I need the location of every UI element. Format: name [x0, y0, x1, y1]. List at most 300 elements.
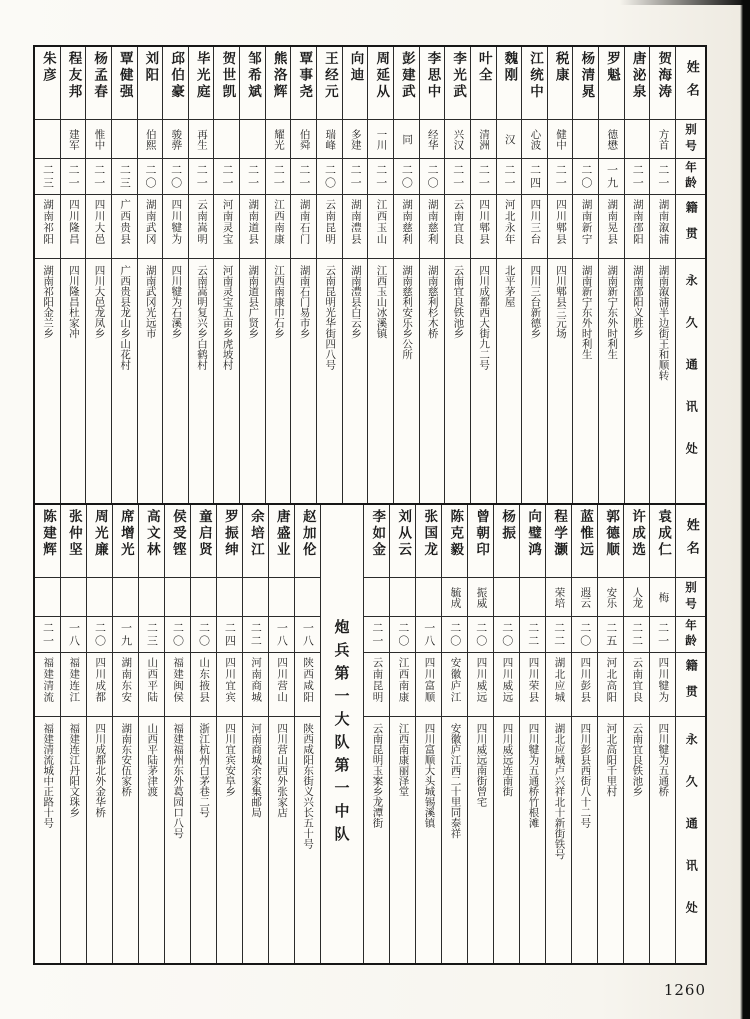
name-cell: 唐泌泉 — [625, 47, 650, 120]
address-cell: 湖南慈利安乐乡公所 — [401, 265, 414, 360]
name-cell: 陈克毅 — [442, 505, 467, 578]
origin-cell: 湖南道县 — [240, 195, 265, 259]
row-header-label: 籍贯 — [684, 658, 699, 711]
address-cell: 河北高阳千里村 — [605, 723, 618, 797]
age-cell: 二二 — [624, 617, 649, 653]
name-cell: 童启贤 — [191, 505, 216, 578]
alias-cell — [243, 578, 268, 617]
person-column — [316, 47, 342, 503]
name-cell: 叶全 — [471, 47, 496, 120]
person-column — [111, 47, 137, 503]
origin-cell: 广西贵县 — [112, 195, 137, 259]
alias-cell — [112, 120, 137, 159]
address-cell: 浙江杭州白茅巷二号 — [198, 723, 211, 818]
alias-cell: 德懋 — [599, 120, 624, 159]
origin-cell: 福建清流 — [35, 653, 60, 717]
name-cell: 杨清晁 — [573, 47, 598, 120]
name-cell: 李如金 — [364, 505, 389, 578]
alias-cell: 梅 — [650, 578, 675, 617]
name-cell: 江统中 — [522, 47, 547, 120]
origin-cell: 福建闽侯 — [165, 653, 190, 717]
name-cell: 王经元 — [317, 47, 342, 120]
age-cell: 二二 — [546, 617, 571, 653]
age-cell: 二三 — [112, 159, 137, 195]
address-cell: 广西贵县龙山乡山花村 — [119, 265, 132, 370]
address-cell: 云南宜良铁池乡 — [631, 723, 644, 797]
roster-table-top — [33, 45, 707, 505]
name-cell: 周光廉 — [87, 505, 112, 578]
person-column — [624, 47, 650, 503]
address-cell: 四川彭县西街八十二号 — [579, 723, 592, 828]
row-header-label: 永久通讯处 — [684, 733, 699, 943]
row-header-age — [676, 617, 705, 653]
origin-cell: 湖南新宁 — [573, 195, 598, 259]
person-column — [239, 47, 265, 503]
person-column — [597, 505, 623, 963]
address-cell: 四川威远南街曾宅 — [475, 723, 488, 807]
address-cell: 河南灵宝五亩乡虎坡村 — [221, 265, 234, 370]
row-header-label: 年龄 — [683, 161, 698, 192]
origin-cell: 四川荣县 — [520, 653, 545, 717]
address-cell: 陕西咸阳东街义兴长五十号 — [302, 723, 315, 849]
origin-cell: 云南昆明 — [364, 653, 389, 717]
origin-cell: 四川威远 — [494, 653, 519, 717]
name-cell: 魏刚 — [497, 47, 522, 120]
origin-cell: 四川三台 — [522, 195, 547, 259]
name-cell: 张国龙 — [416, 505, 441, 578]
age-cell: 二〇 — [442, 617, 467, 653]
alias-cell: 多建 — [343, 120, 368, 159]
name-cell: 贺世凯 — [214, 47, 239, 120]
address-cell: 湖北应城卢兴祥北十新街铁号 — [553, 723, 566, 860]
origin-cell: 湖南澧县 — [343, 195, 368, 259]
name-cell: 周延从 — [368, 47, 393, 120]
name-cell: 税康 — [548, 47, 573, 120]
row-header-label: 姓名 — [683, 60, 699, 106]
name-cell: 彭建武 — [394, 47, 419, 120]
address-cell: 福建清流城中正路十号 — [42, 723, 55, 828]
person-column — [265, 47, 291, 503]
address-cell: 江西南康丽泽堂 — [397, 723, 410, 797]
name-cell: 邹希斌 — [240, 47, 265, 120]
address-cell: 四川成都西大街九二号 — [478, 265, 491, 370]
address-cell: 湖南新宁东外时利生 — [606, 265, 619, 360]
address-cell: 湖南邵阳义胜乡 — [631, 265, 644, 339]
person-column — [164, 505, 190, 963]
name-cell: 罗魁 — [599, 47, 624, 120]
address-cell: 北平茅屋 — [503, 265, 516, 307]
name-cell: 高文林 — [139, 505, 164, 578]
address-cell: 湖南溆浦半边街王和顺转 — [657, 265, 670, 381]
person-column — [190, 505, 216, 963]
origin-cell: 四川郫县 — [471, 195, 496, 259]
alias-cell — [217, 578, 242, 617]
name-cell: 张仲坚 — [61, 505, 86, 578]
age-cell: 二一 — [343, 159, 368, 195]
person-column — [441, 505, 467, 963]
alias-cell: 方首 — [650, 120, 675, 159]
age-cell: 二〇 — [390, 617, 415, 653]
origin-cell: 湖南慈利 — [420, 195, 445, 259]
name-cell: 覃事尧 — [291, 47, 316, 120]
alias-cell: 瑞峰 — [317, 120, 342, 159]
age-cell: 二一 — [650, 159, 675, 195]
address-cell: 福建连江丹阳文珠乡 — [68, 723, 81, 818]
origin-cell: 云南宜良 — [445, 195, 470, 259]
alias-cell: 伯舜 — [291, 120, 316, 159]
scan-edge-shadow — [740, 0, 750, 1019]
origin-cell: 湖南溆浦 — [650, 195, 675, 259]
person-column — [35, 47, 60, 503]
person-column — [467, 505, 493, 963]
name-cell: 袁成仁 — [650, 505, 675, 578]
name-cell: 覃健强 — [112, 47, 137, 120]
alias-cell — [240, 120, 265, 159]
address-cell: 湖南道县广贤乡 — [247, 265, 260, 339]
origin-cell: 四川营山 — [269, 653, 294, 717]
name-cell: 余培江 — [243, 505, 268, 578]
origin-cell: 四川彭县 — [572, 653, 597, 717]
address-cell: 湖南新宁东外时利生 — [580, 265, 593, 360]
origin-cell: 湖南慈利 — [394, 195, 419, 259]
person-column — [60, 47, 86, 503]
name-cell: 向璧鸿 — [520, 505, 545, 578]
address-cell: 云南宜良铁池乡 — [452, 265, 465, 339]
origin-cell: 陕西咸阳 — [295, 653, 320, 717]
origin-cell: 云南昆明 — [317, 195, 342, 259]
age-cell: 二一 — [364, 617, 389, 653]
address-cell: 云南昆明玉案乡龙潭街 — [371, 723, 384, 828]
row-header-label: 姓名 — [683, 518, 699, 564]
person-column — [162, 47, 188, 503]
person-column — [521, 47, 547, 503]
person-column — [415, 505, 441, 963]
origin-cell: 湖南东安 — [113, 653, 138, 717]
age-cell: 一九 — [113, 617, 138, 653]
age-cell: 二一 — [445, 159, 470, 195]
row-header-name — [676, 505, 705, 578]
alias-cell: 清洲 — [471, 120, 496, 159]
alias-cell: 汉 — [497, 120, 522, 159]
origin-cell: 湖南石门 — [291, 195, 316, 259]
person-column — [85, 47, 111, 503]
person-column — [649, 47, 675, 503]
name-cell: 杨孟春 — [86, 47, 111, 120]
age-cell: 二〇 — [572, 617, 597, 653]
age-cell: 二一 — [189, 159, 214, 195]
row-header-address — [676, 259, 705, 503]
origin-cell: 四川大邑 — [86, 195, 111, 259]
origin-cell: 四川隆昌 — [61, 195, 86, 259]
name-cell: 李思中 — [420, 47, 445, 120]
origin-cell: 湖南晃县 — [599, 195, 624, 259]
origin-cell: 山东掖县 — [191, 653, 216, 717]
origin-cell: 安徽庐江 — [442, 653, 467, 717]
name-cell: 毕光庭 — [189, 47, 214, 120]
name-cell: 赵加伦 — [295, 505, 320, 578]
origin-cell: 四川富顺 — [416, 653, 441, 717]
alias-cell — [520, 578, 545, 617]
origin-cell: 湖南武冈 — [138, 195, 163, 259]
age-cell: 二五 — [598, 617, 623, 653]
age-cell: 二一 — [368, 159, 393, 195]
person-column — [35, 505, 60, 963]
address-cell: 四川犍为五通桥 — [657, 723, 670, 797]
alias-cell — [139, 578, 164, 617]
row-header-origin — [676, 195, 705, 259]
person-column — [213, 47, 239, 503]
person-column — [493, 505, 519, 963]
name-cell: 杨振 — [494, 505, 519, 578]
alias-cell — [269, 578, 294, 617]
row-header-origin — [676, 653, 705, 717]
alias-cell: 耀光 — [266, 120, 291, 159]
alias-cell: 兴汉 — [445, 120, 470, 159]
origin-cell: 四川犍为 — [650, 653, 675, 717]
alias-cell — [35, 120, 60, 159]
person-column — [419, 47, 445, 503]
address-cell: 四川犍为石溪乡 — [170, 265, 183, 339]
person-column — [112, 505, 138, 963]
alias-cell — [61, 578, 86, 617]
person-column — [519, 505, 545, 963]
name-cell: 曾朝印 — [468, 505, 493, 578]
name-cell: 侯受铿 — [165, 505, 190, 578]
name-cell: 程学灏 — [546, 505, 571, 578]
person-column — [188, 47, 214, 503]
name-cell: 许成选 — [624, 505, 649, 578]
unit-divider-column: 炮兵第一大队第一中队 — [320, 505, 363, 963]
address-cell: 云南昆明光华街四八号 — [324, 265, 337, 370]
alias-cell — [165, 578, 190, 617]
address-cell: 江西南康巾石乡 — [272, 265, 285, 339]
row-header-label: 别号 — [683, 122, 698, 156]
age-cell: 二一 — [291, 159, 316, 195]
name-cell: 唐盛业 — [269, 505, 294, 578]
address-cell: 福建福州东外葛园口八号 — [172, 723, 185, 839]
age-cell: 二一 — [214, 159, 239, 195]
alias-cell — [214, 120, 239, 159]
address-cell: 四川成都北外金华桥 — [94, 723, 107, 818]
name-cell: 向迪 — [343, 47, 368, 120]
address-cell: 四川三台新德乡 — [529, 265, 542, 339]
roster-tables — [33, 45, 707, 965]
age-cell: 二〇 — [191, 617, 216, 653]
row-header-label: 别号 — [683, 580, 698, 614]
row-header-name — [676, 47, 705, 120]
age-cell: 二〇 — [163, 159, 188, 195]
address-cell: 四川犍为五通桥竹根滩 — [527, 723, 540, 828]
age-cell: 二〇 — [138, 159, 163, 195]
age-cell: 二一 — [61, 159, 86, 195]
origin-cell: 四川犍为 — [163, 195, 188, 259]
name-cell: 陈建辉 — [35, 505, 60, 578]
age-cell: 二〇 — [494, 617, 519, 653]
age-cell: 二三 — [35, 159, 60, 195]
row-header-age — [676, 159, 705, 195]
age-cell: 二一 — [471, 159, 496, 195]
person-column — [496, 47, 522, 503]
row-header-alias — [676, 578, 705, 617]
age-cell: 一八 — [295, 617, 320, 653]
person-column — [363, 505, 389, 963]
row-header-address — [676, 717, 705, 963]
address-cell: 四川郫县三元场 — [554, 265, 567, 339]
alias-cell: 伯熙 — [138, 120, 163, 159]
person-column — [294, 505, 320, 963]
age-cell: 二三 — [139, 617, 164, 653]
origin-cell: 四川成都 — [87, 653, 112, 717]
age-cell: 二一 — [266, 159, 291, 195]
name-cell: 熊洛辉 — [266, 47, 291, 120]
origin-cell: 四川宜宾 — [217, 653, 242, 717]
page-number: 1260 — [663, 981, 706, 999]
alias-cell — [191, 578, 216, 617]
row-header-alias — [676, 120, 705, 159]
origin-cell: 河南灵宝 — [214, 195, 239, 259]
person-column — [60, 505, 86, 963]
person-column — [649, 505, 675, 963]
alias-cell: 荣培 — [546, 578, 571, 617]
age-cell: 二四 — [522, 159, 547, 195]
address-cell: 四川隆昌杜家冲 — [67, 265, 80, 339]
age-cell: 二一 — [650, 617, 675, 653]
address-cell: 湖南武冈光远市 — [144, 265, 157, 339]
origin-cell: 湖北应城 — [546, 653, 571, 717]
alias-cell — [625, 120, 650, 159]
origin-cell: 湖南祁阳 — [35, 195, 60, 259]
address-cell: 四川大邑龙凤乡 — [93, 265, 106, 339]
origin-cell: 江西玉山 — [368, 195, 393, 259]
person-column — [598, 47, 624, 503]
age-cell: 二〇 — [394, 159, 419, 195]
alias-cell: 健中 — [548, 120, 573, 159]
alias-cell: 心波 — [522, 120, 547, 159]
alias-cell — [87, 578, 112, 617]
age-cell: 二〇 — [317, 159, 342, 195]
origin-cell: 河北高阳 — [598, 653, 623, 717]
age-cell: 一九 — [599, 159, 624, 195]
address-cell: 湖南慈利杉木桥 — [426, 265, 439, 339]
age-cell: 二一 — [240, 159, 265, 195]
address-cell: 江西玉山冰溪镇 — [375, 265, 388, 339]
address-cell: 湖南东安伍家桥 — [120, 723, 133, 797]
name-cell: 罗振绅 — [217, 505, 242, 578]
address-cell: 四川威远连南街 — [501, 723, 514, 797]
age-cell: 二一 — [35, 617, 60, 653]
row-header-label: 籍贯 — [684, 200, 699, 253]
address-cell: 四川营山西外张家店 — [276, 723, 289, 818]
address-cell: 山西平陆茅津渡 — [146, 723, 159, 797]
name-cell: 刘从云 — [390, 505, 415, 578]
person-column — [138, 505, 164, 963]
name-cell: 李光武 — [445, 47, 470, 120]
alias-cell — [113, 578, 138, 617]
roster-table-bottom — [33, 505, 707, 965]
alias-cell: 遐云 — [572, 578, 597, 617]
origin-cell: 云南宜良 — [624, 653, 649, 717]
alias-cell: 惟中 — [86, 120, 111, 159]
age-cell: 二一 — [497, 159, 522, 195]
age-cell: 二一 — [86, 159, 111, 195]
age-cell: 一八 — [416, 617, 441, 653]
origin-cell: 四川威远 — [468, 653, 493, 717]
origin-cell: 云南嵩明 — [189, 195, 214, 259]
age-cell: 二四 — [217, 617, 242, 653]
name-cell: 郭德顺 — [598, 505, 623, 578]
alias-cell: 经华 — [420, 120, 445, 159]
name-cell: 贺海涛 — [650, 47, 675, 120]
origin-cell: 四川郫县 — [548, 195, 573, 259]
address-cell: 四川宜宾安阜乡 — [224, 723, 237, 797]
person-column — [623, 505, 649, 963]
address-cell: 湖南澧县白云乡 — [349, 265, 362, 339]
alias-cell — [35, 578, 60, 617]
name-cell: 邱伯豪 — [163, 47, 188, 120]
alias-cell: 人龙 — [624, 578, 649, 617]
origin-cell: 河南商城 — [243, 653, 268, 717]
origin-cell: 河北永年 — [497, 195, 522, 259]
name-cell: 朱彦 — [35, 47, 60, 120]
alias-cell — [390, 578, 415, 617]
person-column — [393, 47, 419, 503]
row-header-column — [675, 47, 705, 503]
row-header-label: 年龄 — [683, 619, 698, 650]
person-column — [367, 47, 393, 503]
person-column — [547, 47, 573, 503]
address-cell: 湖南祁阳金兰乡 — [42, 265, 55, 339]
alias-cell — [416, 578, 441, 617]
address-cell: 湖南石门易市乡 — [298, 265, 311, 339]
alias-cell: 再生 — [189, 120, 214, 159]
person-column — [86, 505, 112, 963]
age-cell: 二〇 — [468, 617, 493, 653]
person-column — [470, 47, 496, 503]
alias-cell: 骏骅 — [163, 120, 188, 159]
person-column — [444, 47, 470, 503]
alias-cell: 同 — [394, 120, 419, 159]
name-cell: 刘阳 — [138, 47, 163, 120]
address-cell: 云南嵩明复兴乡白鹤村 — [196, 265, 209, 370]
address-cell: 四川富顺大头城锡溪镇 — [423, 723, 436, 828]
person-column — [242, 505, 268, 963]
origin-cell: 湖南邵阳 — [625, 195, 650, 259]
alias-cell: 安乐 — [598, 578, 623, 617]
person-column — [545, 505, 571, 963]
address-cell: 河南商城余家集邮局 — [250, 723, 263, 818]
alias-cell — [573, 120, 598, 159]
age-cell: 二〇 — [420, 159, 445, 195]
age-cell: 二〇 — [165, 617, 190, 653]
address-cell: 安徽庐江西二十里同泰祥 — [449, 723, 462, 839]
alias-cell — [295, 578, 320, 617]
origin-cell: 福建连江 — [61, 653, 86, 717]
name-cell: 席增光 — [113, 505, 138, 578]
row-header-column — [675, 505, 705, 963]
person-column — [389, 505, 415, 963]
person-column — [268, 505, 294, 963]
alias-cell — [494, 578, 519, 617]
person-column — [342, 47, 368, 503]
age-cell: 二二 — [520, 617, 545, 653]
age-cell: 二一 — [625, 159, 650, 195]
alias-cell: 毓成 — [442, 578, 467, 617]
name-cell: 蓝惟远 — [572, 505, 597, 578]
person-column — [216, 505, 242, 963]
age-cell: 一八 — [61, 617, 86, 653]
alias-cell: 建军 — [61, 120, 86, 159]
origin-cell: 江西南康 — [266, 195, 291, 259]
